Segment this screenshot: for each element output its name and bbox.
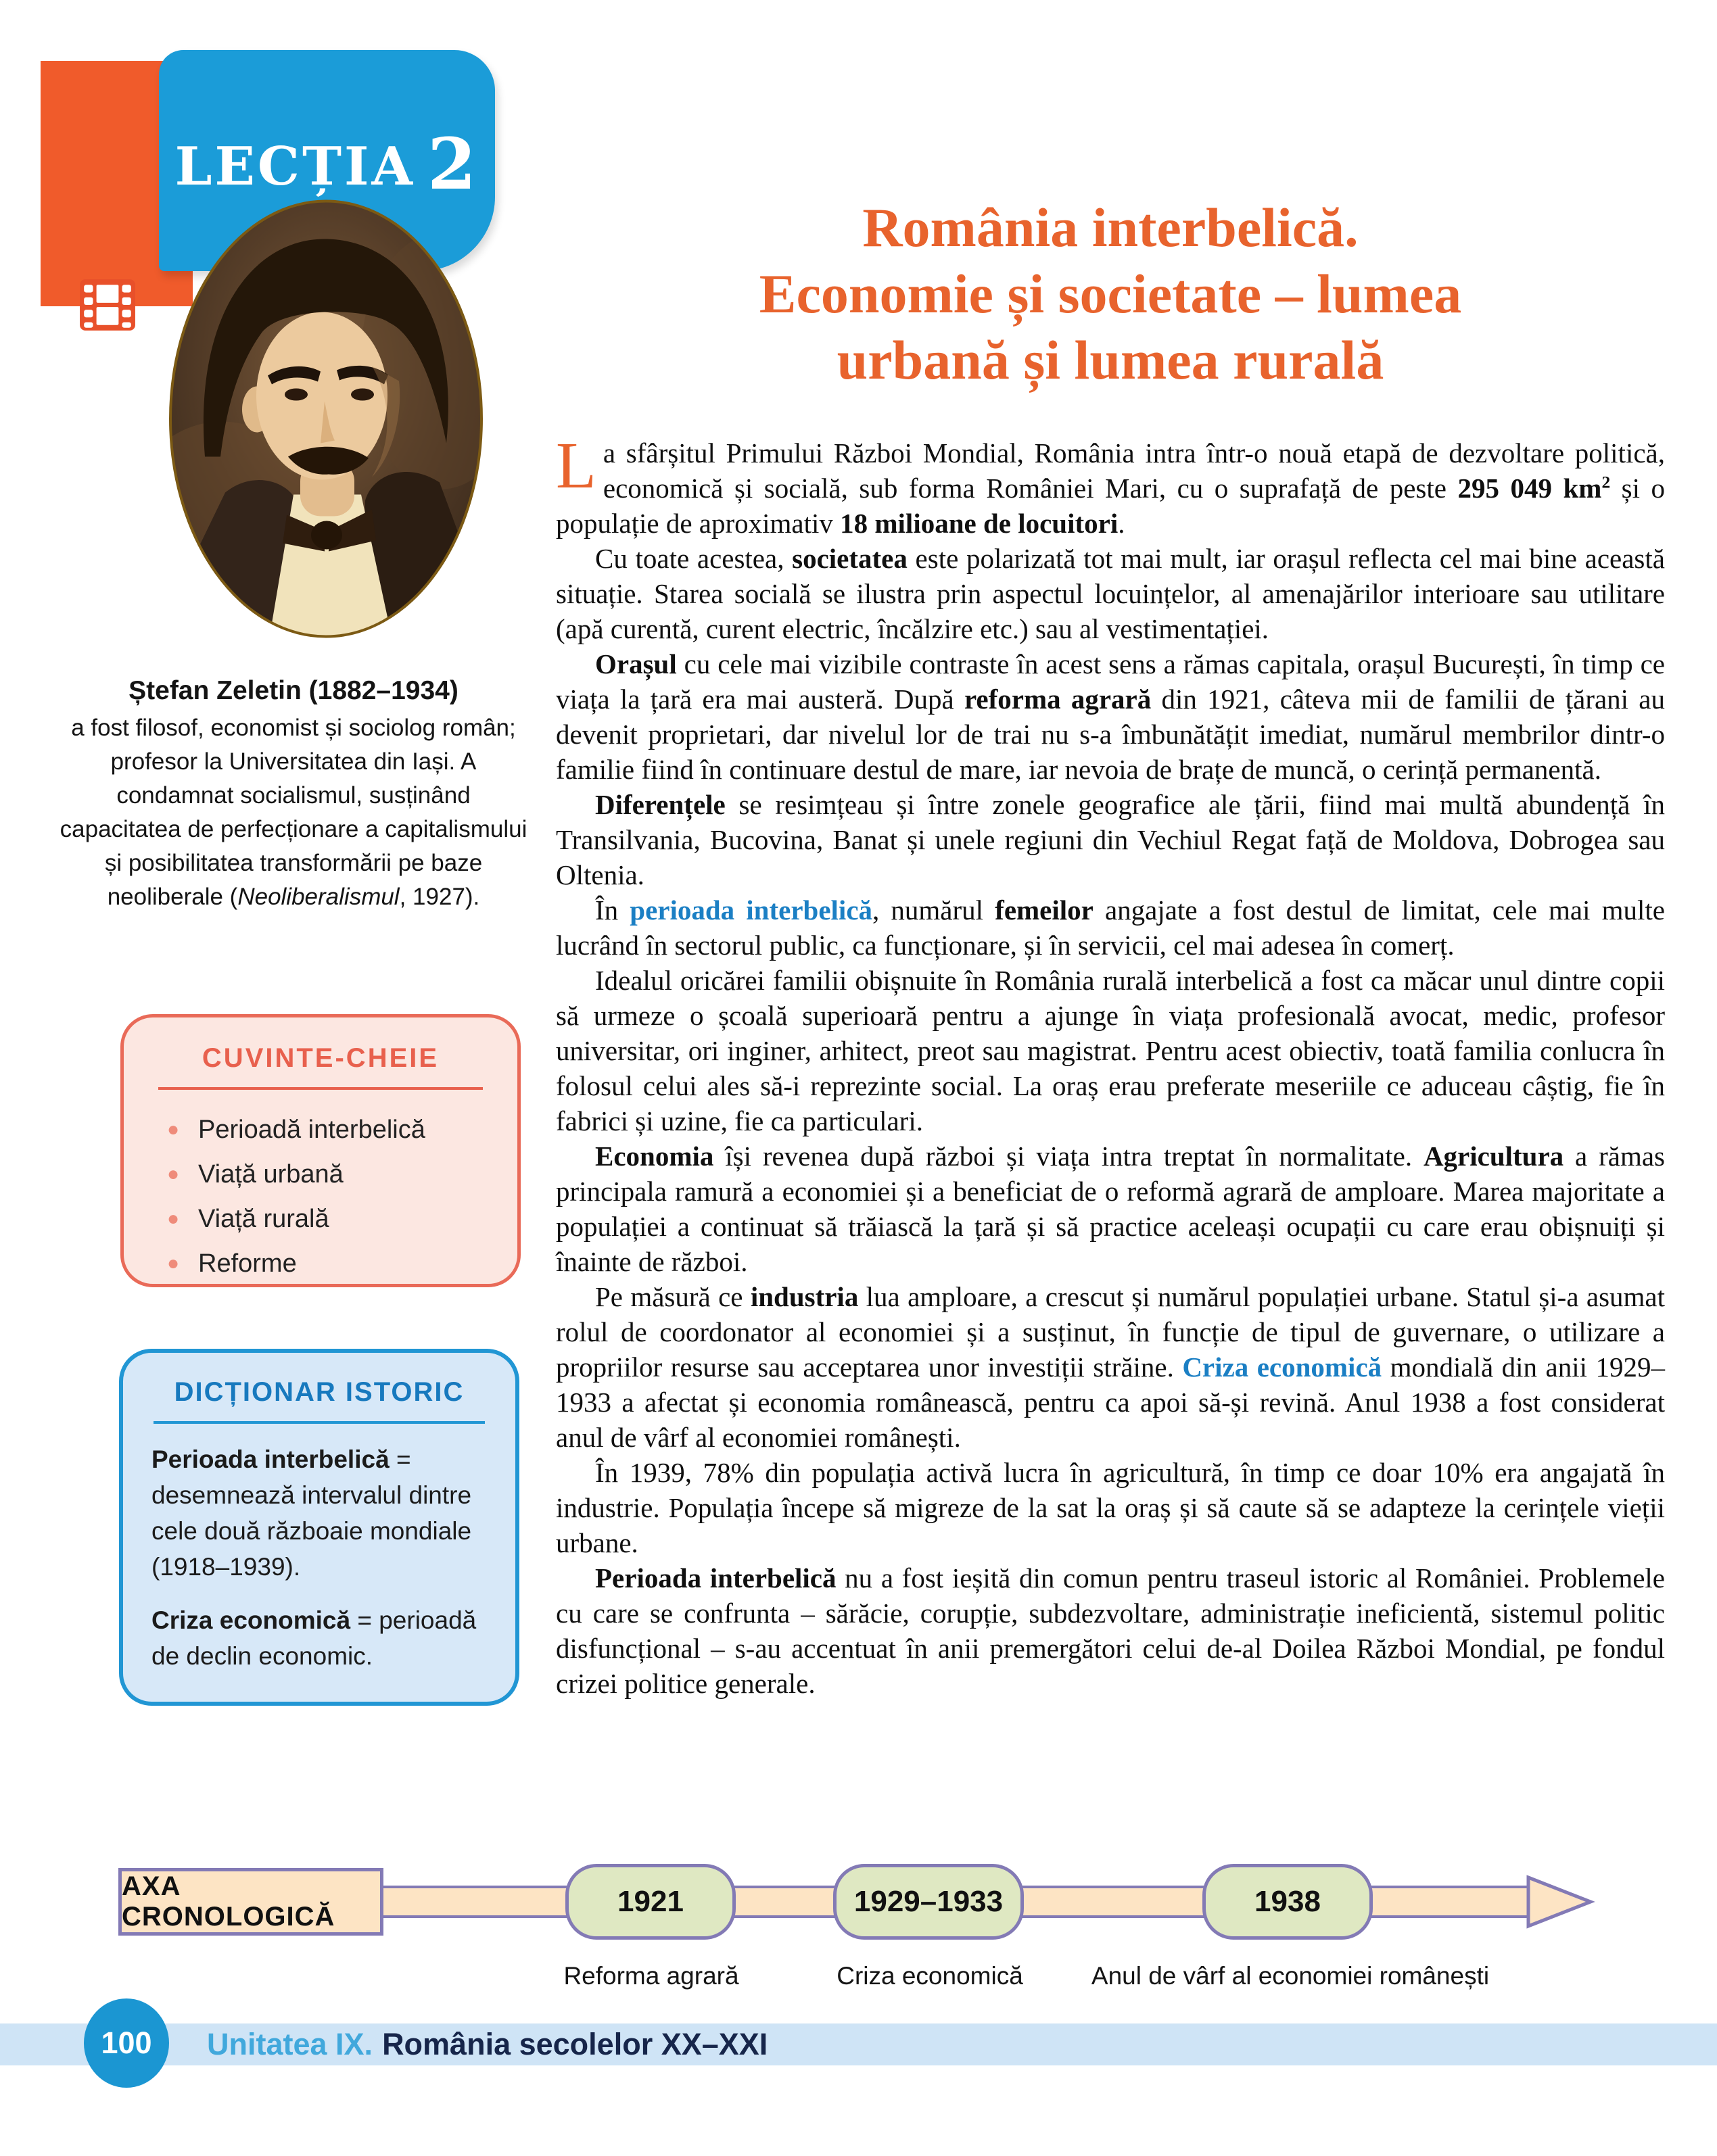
body-paragraph: În 1939, 78% din populația activă lucra în agricultură, în timp ce doar 10% era angajată în industrie. Populația începe să migreze de la sat la oraș și să caute să se adapteze la cerințele vieții urbane. xyxy=(556,1457,1665,1558)
body-paragraph: Perioada interbelică nu a fost ieșită din comun pentru traseul istoric al României. Problemele cu care se confrunta – sărăcie, corupție, subdezvoltare, administrație ineficientă, sistemul politic disfuncțional – s-au accentuat în anii premergători celui de-al Doilea Război Mondial, pe fondul crizei politice generale. xyxy=(556,1562,1666,1699)
keyword-item: ● Perioadă interbelică xyxy=(167,1107,517,1152)
timeline-arrow-icon xyxy=(1526,1867,1596,1937)
page-number: 100 xyxy=(84,1998,169,2088)
keyword-item: ● Viață rurală xyxy=(167,1197,517,1241)
keywords-list xyxy=(124,1107,517,1286)
page-title-line: România interbelică. xyxy=(862,197,1359,258)
dictionary-box xyxy=(119,1349,519,1706)
body-paragraph: Diferențele se resimțeau și între zonele geografice ale țării, fiind mai multă abundență în Transilvania, Bucovina, Banat și unele regiuni din Vechiul Regat față de Moldova, Dobrogea sau Oltenia. xyxy=(556,789,1665,890)
portrait-photo xyxy=(168,197,484,640)
footer-breadcrumb xyxy=(207,2023,768,2065)
dictionary-entry xyxy=(151,1441,487,1585)
dictionary-title: DICȚIONAR ISTORIC xyxy=(174,1377,465,1407)
footer-unit-title: România secolelor XX–XXI xyxy=(382,2027,768,2061)
dictionary-definition: = desemnează intervalul dintre cele două războaie mondiale (1918–1939). xyxy=(151,1445,472,1581)
body-paragraph: Idealul oricărei familii obișnuite în România rurală interbelică a fost ca măcar unul dintre copii să urmeze o școală superioară pentru a ajunge în viața profesională avocat, medic, profesor universitar, ori inginer, arhitect, preot sau magistrat. Pentru acest obiectiv, toată familia conlucra în folosul celui ales să-i reprezinte social. La oraș erau preferate meseriile ce aduceau câștig, fie în fabrici și uzine, fie ca particulari. xyxy=(556,965,1665,1136)
body-paragraph: Pe măsură ce industria lua amploare, a crescut și numărul populației urbane. Statul și-a asumat rolul de coordonator al economiei și a susținut, în funcție de tipul de guvernare, o utilizare a propriilor resurse sau acceptarea unor investiții străine. Criza economică mondială din anii 1929–1933 a afectat și economia românească, pentru ca apoi să-și revină. Anul 1938 a fost considerat anul de vârf al economiei românești. xyxy=(556,1281,1665,1453)
dictionary-term: Perioada interbelică xyxy=(151,1445,390,1473)
lesson-badge-label: LECȚIA xyxy=(174,136,416,197)
body-paragraph: Orașul cu cele mai vizibile contraste în acest sens a rămas capitala, orașul București, în timp ce viața la țară era mai austeră. După reforma agrară din 1921, câteva mii de familii de țărani au devenit proprietari, dar nivelul lor de trai nu s-a îmbunătățit imediat, numărul membrilor dintr-o familie fiind în continuare destul de mare, iar nevoia de brațe de muncă, o cerință permanentă. xyxy=(556,648,1665,785)
keyword-item: ● Viață urbană xyxy=(167,1152,517,1197)
timeline-node-caption: Reforma agrară xyxy=(563,1962,739,1990)
timeline-node-caption: Anul de vârf al economiei românești xyxy=(1091,1962,1490,1990)
footer-unit: Unitatea IX. xyxy=(207,2027,373,2061)
keywords-divider xyxy=(158,1087,483,1090)
timeline-node-2: 1929–1933 xyxy=(833,1864,1024,1940)
page-title-line: urbană și lumea rurală xyxy=(837,329,1384,391)
body-text xyxy=(556,429,1666,1701)
timeline-label: AXA CRONOLOGICĂ xyxy=(118,1868,383,1936)
timeline-node-caption: Criza economică xyxy=(837,1962,1023,1990)
dictionary-divider xyxy=(154,1421,485,1424)
body-paragraph: Economia își revenea după război și viața intra treptat în normalitate. Agricultura a rămas principala ramură a economiei și a beneficiat de o reformă agrară de amploare. Marea majoritate a populației a continuat să trăiască la țară și să practice aceleași ocupații cu care erau obișnuiți și înainte de război. xyxy=(556,1141,1666,1277)
body-paragraph: Cu toate acestea, societatea este polarizată tot mai mult, iar orașul reflecta cel mai bine această situație. Starea socială se ilustra prin aspectul locuințelor, al amenajărilor interioare sau utilitare (apă curentă, curent electric, încălzire etc.) sau al vestimentației. xyxy=(556,543,1665,644)
portrait-name: Ștefan Zeletin (1882–1934) xyxy=(128,676,458,705)
timeline-node-3: 1938 xyxy=(1202,1864,1373,1940)
film-strip-icon xyxy=(78,276,137,334)
keyword-item: ● Reforme xyxy=(167,1241,517,1286)
lesson-badge-number: 2 xyxy=(427,122,479,206)
page-title-line: Economie și societate – lumea xyxy=(759,263,1462,325)
dictionary-term: Criza economică xyxy=(151,1606,351,1634)
portrait-caption-text: a fost filosof, economist și sociolog român; profesor la Universitatea din Iași. A condamnat socialismul, susținând capacitatea de perfecționare a capitalismului și posibilitatea transformării pe baze neoliberale (Neoliberalismul, 1927). xyxy=(60,715,527,910)
body-paragraph: În perioada interbelică, numărul femeilor angajate a fost destul de limitat, cele mai multe lucrând în sectorul public, ca funcționare, și în servicii, cel mai adesea în comerț. xyxy=(556,894,1665,961)
dictionary-entry xyxy=(151,1602,487,1674)
keywords-title: CUVINTE-CHEIE xyxy=(202,1043,440,1073)
dictionary-definition: = perioadă de declin economic. xyxy=(151,1606,477,1670)
portrait-caption xyxy=(58,676,529,914)
body-paragraph: La sfârșitul Primului Război Mondial, România intra într-o nouă etapă de dezvoltare politică, economică și socială, sub forma României Mari, cu o suprafață de peste 295 049 $km^2$ și o populație de aproximativ 18 milioane de locuitori. xyxy=(556,429,1665,539)
timeline-node-1: 1921 xyxy=(565,1864,736,1940)
keywords-box xyxy=(120,1014,521,1287)
page-title xyxy=(569,195,1651,393)
lesson-badge xyxy=(175,122,479,206)
